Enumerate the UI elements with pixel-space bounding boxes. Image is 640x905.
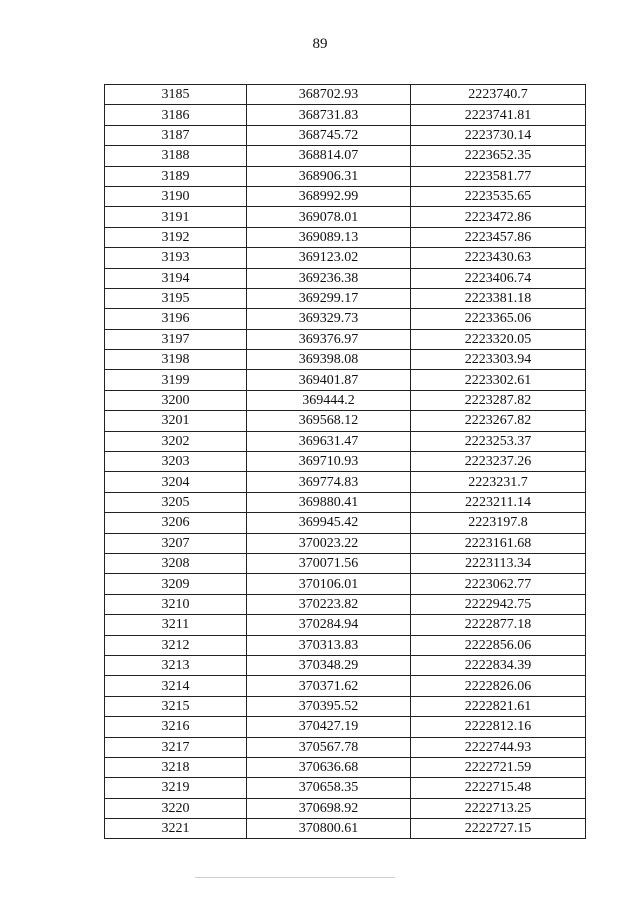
point-number-cell: 3211 (105, 615, 247, 635)
y-coordinate-cell: 2223472.86 (411, 207, 586, 227)
table-row (105, 452, 586, 472)
y-coordinate-cell: 2223457.86 (411, 227, 586, 247)
point-number-cell: 3191 (105, 207, 247, 227)
point-number-cell: 3218 (105, 757, 247, 777)
point-number-cell: 3221 (105, 819, 247, 839)
y-coordinate-cell: 2223062.77 (411, 574, 586, 594)
y-coordinate-cell: 2223652.35 (411, 146, 586, 166)
table-row (105, 309, 586, 329)
x-coordinate-cell: 369299.17 (247, 288, 411, 308)
table-row (105, 819, 586, 839)
point-number-cell: 3194 (105, 268, 247, 288)
x-coordinate-cell: 369078.01 (247, 207, 411, 227)
y-coordinate-cell: 2222942.75 (411, 594, 586, 614)
point-number-cell: 3195 (105, 288, 247, 308)
point-number-cell: 3207 (105, 533, 247, 553)
y-coordinate-cell: 2223430.63 (411, 248, 586, 268)
table-row (105, 268, 586, 288)
page-number: 89 (312, 36, 328, 52)
x-coordinate-cell: 369880.41 (247, 492, 411, 512)
y-coordinate-cell: 2223237.26 (411, 452, 586, 472)
table-row (105, 207, 586, 227)
table-row (105, 411, 586, 431)
table-row (105, 146, 586, 166)
x-coordinate-cell: 370071.56 (247, 553, 411, 573)
y-coordinate-cell: 2223535.65 (411, 186, 586, 206)
x-coordinate-cell: 370658.35 (247, 778, 411, 798)
y-coordinate-cell: 2223211.14 (411, 492, 586, 512)
table-row (105, 696, 586, 716)
y-coordinate-cell: 2222727.15 (411, 819, 586, 839)
table-row (105, 655, 586, 675)
point-number-cell: 3200 (105, 390, 247, 410)
y-coordinate-cell: 2223197.8 (411, 513, 586, 533)
x-coordinate-cell: 370395.52 (247, 696, 411, 716)
x-coordinate-cell: 368702.93 (247, 85, 411, 105)
point-number-cell: 3185 (105, 85, 247, 105)
table-row (105, 717, 586, 737)
y-coordinate-cell: 2223161.68 (411, 533, 586, 553)
table-row (105, 513, 586, 533)
x-coordinate-cell: 370427.19 (247, 717, 411, 737)
y-coordinate-cell: 2223581.77 (411, 166, 586, 186)
x-coordinate-cell: 369123.02 (247, 248, 411, 268)
point-number-cell: 3186 (105, 105, 247, 125)
x-coordinate-cell: 370348.29 (247, 655, 411, 675)
table-row (105, 85, 586, 105)
x-coordinate-cell: 369329.73 (247, 309, 411, 329)
point-number-cell: 3197 (105, 329, 247, 349)
point-number-cell: 3219 (105, 778, 247, 798)
table-row (105, 248, 586, 268)
point-number-cell: 3201 (105, 411, 247, 431)
table-row (105, 186, 586, 206)
point-number-cell: 3212 (105, 635, 247, 655)
x-coordinate-cell: 369236.38 (247, 268, 411, 288)
table-row (105, 635, 586, 655)
y-coordinate-cell: 2223231.7 (411, 472, 586, 492)
y-coordinate-cell: 2222856.06 (411, 635, 586, 655)
x-coordinate-cell: 368814.07 (247, 146, 411, 166)
table-row (105, 778, 586, 798)
table-row (105, 737, 586, 757)
y-coordinate-cell: 2222713.25 (411, 798, 586, 818)
x-coordinate-cell: 368906.31 (247, 166, 411, 186)
y-coordinate-cell: 2223730.14 (411, 125, 586, 145)
y-coordinate-cell: 2222812.16 (411, 717, 586, 737)
point-number-cell: 3220 (105, 798, 247, 818)
x-coordinate-cell: 370223.82 (247, 594, 411, 614)
point-number-cell: 3192 (105, 227, 247, 247)
point-number-cell: 3208 (105, 553, 247, 573)
table-row (105, 574, 586, 594)
table-row (105, 615, 586, 635)
y-coordinate-cell: 2223267.82 (411, 411, 586, 431)
y-coordinate-cell: 2223365.06 (411, 309, 586, 329)
table-row (105, 533, 586, 553)
table-row (105, 472, 586, 492)
x-coordinate-cell: 369444.2 (247, 390, 411, 410)
table-row (105, 492, 586, 512)
y-coordinate-cell: 2222744.93 (411, 737, 586, 757)
x-coordinate-cell: 370698.92 (247, 798, 411, 818)
y-coordinate-cell: 2223740.7 (411, 85, 586, 105)
y-coordinate-cell: 2223303.94 (411, 350, 586, 370)
point-number-cell: 3204 (105, 472, 247, 492)
table-row (105, 329, 586, 349)
point-number-cell: 3190 (105, 186, 247, 206)
y-coordinate-cell: 2222877.18 (411, 615, 586, 635)
x-coordinate-cell: 369401.87 (247, 370, 411, 390)
y-coordinate-cell: 2223287.82 (411, 390, 586, 410)
y-coordinate-cell: 2223320.05 (411, 329, 586, 349)
table-row (105, 227, 586, 247)
point-number-cell: 3193 (105, 248, 247, 268)
x-coordinate-cell: 370800.61 (247, 819, 411, 839)
table-row (105, 553, 586, 573)
point-number-cell: 3198 (105, 350, 247, 370)
coordinates-table-body (105, 85, 586, 839)
x-coordinate-cell: 369089.13 (247, 227, 411, 247)
point-number-cell: 3209 (105, 574, 247, 594)
point-number-cell: 3196 (105, 309, 247, 329)
x-coordinate-cell: 369376.97 (247, 329, 411, 349)
point-number-cell: 3188 (105, 146, 247, 166)
table-row (105, 390, 586, 410)
x-coordinate-cell: 370023.22 (247, 533, 411, 553)
y-coordinate-cell: 2222826.06 (411, 676, 586, 696)
x-coordinate-cell: 368731.83 (247, 105, 411, 125)
x-coordinate-cell: 370106.01 (247, 574, 411, 594)
table-row (105, 431, 586, 451)
x-coordinate-cell: 369774.83 (247, 472, 411, 492)
point-number-cell: 3210 (105, 594, 247, 614)
point-number-cell: 3213 (105, 655, 247, 675)
point-number-cell: 3214 (105, 676, 247, 696)
point-number-cell: 3215 (105, 696, 247, 716)
table-row (105, 288, 586, 308)
x-coordinate-cell: 369710.93 (247, 452, 411, 472)
y-coordinate-cell: 2222821.61 (411, 696, 586, 716)
table-row (105, 798, 586, 818)
x-coordinate-cell: 368745.72 (247, 125, 411, 145)
point-number-cell: 3203 (105, 452, 247, 472)
x-coordinate-cell: 370636.68 (247, 757, 411, 777)
point-number-cell: 3189 (105, 166, 247, 186)
x-coordinate-cell: 370371.62 (247, 676, 411, 696)
x-coordinate-cell: 369945.42 (247, 513, 411, 533)
table-row (105, 676, 586, 696)
y-coordinate-cell: 2223406.74 (411, 268, 586, 288)
point-number-cell: 3205 (105, 492, 247, 512)
table-row (105, 166, 586, 186)
table-row (105, 370, 586, 390)
point-number-cell: 3206 (105, 513, 247, 533)
point-number-cell: 3187 (105, 125, 247, 145)
y-coordinate-cell: 2222834.39 (411, 655, 586, 675)
y-coordinate-cell: 2223253.37 (411, 431, 586, 451)
point-number-cell: 3202 (105, 431, 247, 451)
x-coordinate-cell: 368992.99 (247, 186, 411, 206)
y-coordinate-cell: 2223741.81 (411, 105, 586, 125)
point-number-cell: 3199 (105, 370, 247, 390)
y-coordinate-cell: 2223302.61 (411, 370, 586, 390)
x-coordinate-cell: 370313.83 (247, 635, 411, 655)
x-coordinate-cell: 369398.08 (247, 350, 411, 370)
x-coordinate-cell: 369568.12 (247, 411, 411, 431)
y-coordinate-cell: 2222721.59 (411, 757, 586, 777)
point-number-cell: 3217 (105, 737, 247, 757)
table-row (105, 125, 586, 145)
x-coordinate-cell: 369631.47 (247, 431, 411, 451)
y-coordinate-cell: 2222715.48 (411, 778, 586, 798)
point-number-cell: 3216 (105, 717, 247, 737)
table-row (105, 350, 586, 370)
x-coordinate-cell: 370284.94 (247, 615, 411, 635)
coordinates-table (104, 84, 586, 839)
table-row (105, 757, 586, 777)
y-coordinate-cell: 2223381.18 (411, 288, 586, 308)
x-coordinate-cell: 370567.78 (247, 737, 411, 757)
scan-artifact-line (195, 877, 395, 878)
table-row (105, 594, 586, 614)
y-coordinate-cell: 2223113.34 (411, 553, 586, 573)
table-row (105, 105, 586, 125)
